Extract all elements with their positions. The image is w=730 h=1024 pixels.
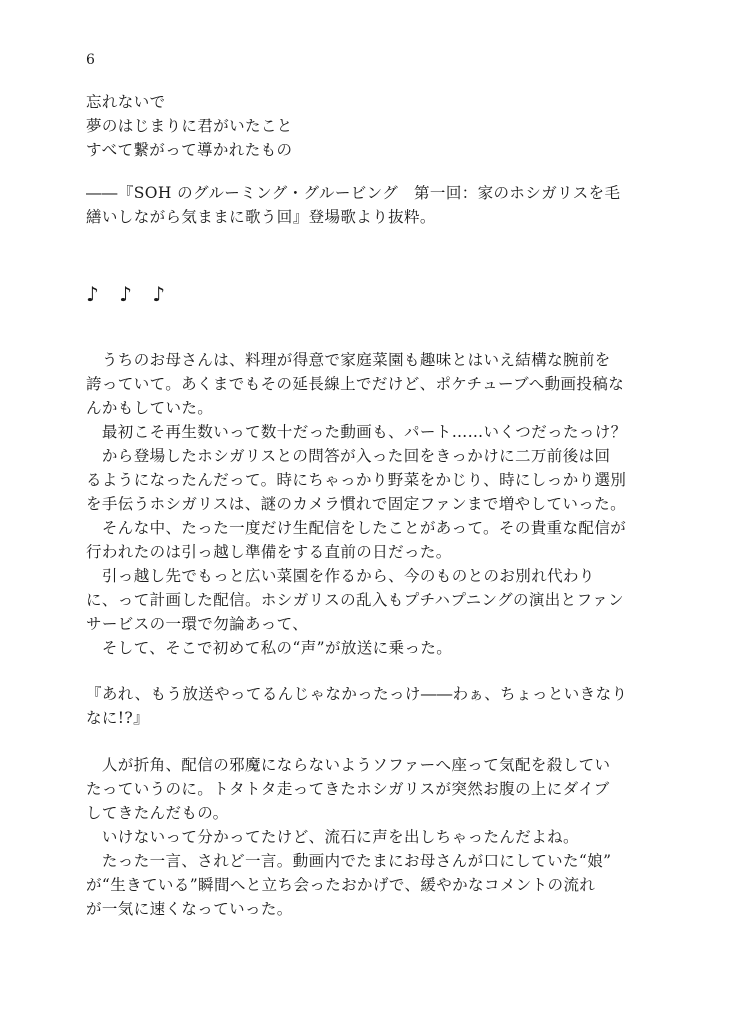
body-line: るようになったんだって。時にちゃっかり野菜をかじり、時にしっかり選別 bbox=[86, 471, 627, 489]
music-note-icon: ♪ bbox=[152, 282, 166, 306]
music-note-icon: ♪ bbox=[86, 282, 99, 306]
body-line: を手伝うホシガリスは、謎のカメラ慣れで固定ファンまで増やしていった。 bbox=[86, 495, 626, 513]
lyric-line: すべて繋がって導かれたもの bbox=[86, 141, 293, 159]
body-line: 最初こそ再生数いって数十だった動画も、パート……いくつだったっけ？ bbox=[86, 423, 627, 441]
body-line: たっていうのに。トタトタ走ってきたホシガリスが突然お腹の上にダイブ bbox=[86, 780, 610, 798]
song-lyrics bbox=[86, 90, 646, 162]
body-line: いけないって分かってたけど、流石に声を出しちゃったんだよね。 bbox=[86, 828, 579, 846]
citation-line: 繕いしながら気ままに歌う回』登場歌より抜粋。 bbox=[86, 208, 436, 226]
music-notes-divider bbox=[86, 280, 179, 308]
body-line: が一気に速くなっていった。 bbox=[86, 900, 293, 918]
page-number: 6 bbox=[86, 52, 95, 68]
body-line: サービスの一環で勿論あって、 bbox=[86, 615, 309, 633]
body-paragraphs-1 bbox=[86, 348, 646, 660]
body-line: が“生きている”瞬間へと立ち会ったおかげで、緩やかなコメントの流れ bbox=[86, 876, 596, 894]
body-line: してきたんだもの。 bbox=[86, 804, 229, 822]
body-line: に、って計画した配信。ホシガリスの乱入もプチハプニングの演出とファン bbox=[86, 591, 624, 609]
body-line: たった一言、されど一言。動画内でたまにお母さんが口にしていた“娘” bbox=[86, 852, 612, 870]
dialogue-quote bbox=[86, 682, 646, 730]
quote-line: 『あれ、もう放送やってるんじゃなかったっけ――わぁ、ちょっといきなり bbox=[86, 685, 628, 703]
citation-line: ――『SOH のグルーミング・グルービング 第一回：家のホシガリスを毛 bbox=[86, 184, 621, 202]
body-line: そんな中、たった一度だけ生配信をしたことがあって。その貴重な配信が bbox=[86, 519, 627, 537]
body-line: 誇っていて。あくまでもその延長線上でだけど、ポケチューブへ動画投稿な bbox=[86, 375, 625, 393]
body-line: うちのお母さんは、料理が得意で家庭菜園も趣味とはいえ結構な腕前を bbox=[86, 351, 611, 369]
body-line: 引っ越し先でもっと広い菜園を作るから、今のものとのお別れ代わり bbox=[86, 567, 595, 585]
lyric-line: 夢のはじまりに君がいたこと bbox=[86, 117, 293, 135]
lyrics-citation bbox=[86, 181, 646, 229]
music-note-icon: ♪ bbox=[119, 282, 132, 306]
lyric-line: 忘れないで bbox=[86, 93, 166, 111]
body-line: そして、そこで初めて私の“声”が放送に乗った。 bbox=[86, 639, 453, 657]
body-line: んかもしていた。 bbox=[86, 399, 214, 417]
quote-line: なに!?』 bbox=[86, 709, 150, 727]
body-line: から登場したホシガリスとの問答が入った回をきっかけに二万前後は回 bbox=[86, 447, 611, 465]
body-paragraphs-2 bbox=[86, 753, 646, 921]
body-line: 行われたのは引っ越し準備をする直前の日だった。 bbox=[86, 543, 452, 561]
body-line: 人が折角、配信の邪魔にならないようソファーへ座って気配を殺してい bbox=[86, 756, 611, 774]
